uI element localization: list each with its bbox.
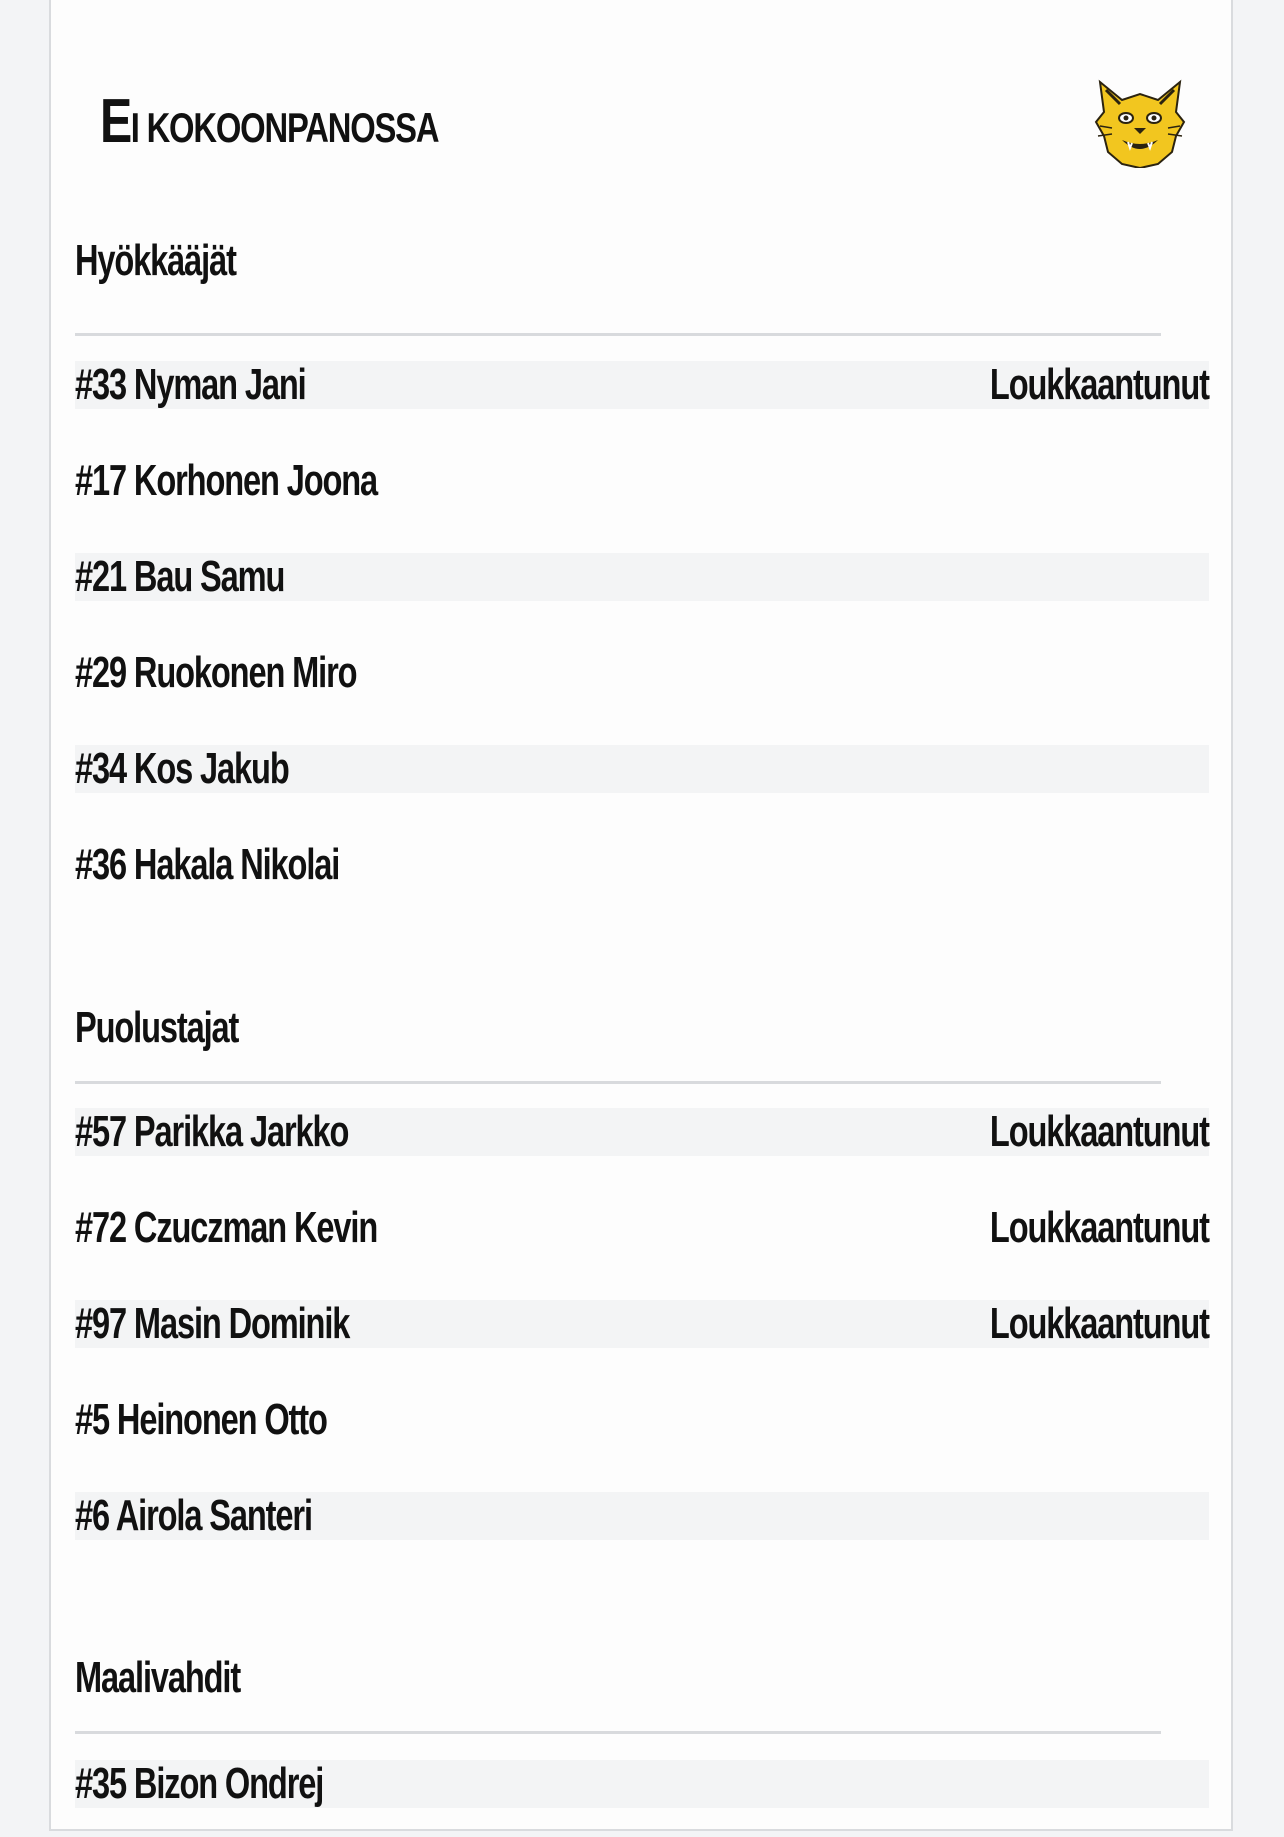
player-name: #33 Nyman Jani bbox=[75, 360, 306, 409]
player-name: #57 Parikka Jarkko bbox=[75, 1107, 349, 1156]
player-row bbox=[75, 361, 1209, 409]
player-name: #72 Czuczman Kevin bbox=[75, 1203, 378, 1252]
player-row bbox=[75, 457, 1209, 505]
player-row bbox=[75, 1108, 1209, 1156]
player-row bbox=[75, 553, 1209, 601]
player-name: #36 Hakala Nikolai bbox=[75, 840, 340, 889]
section-title: Puolustajat bbox=[75, 1003, 239, 1052]
player-row bbox=[75, 1492, 1209, 1540]
player-status: Loukkaantunut bbox=[990, 360, 1209, 409]
player-name: #97 Masin Dominik bbox=[75, 1299, 350, 1348]
player-name: #34 Kos Jakub bbox=[75, 744, 289, 793]
section-title: Hyökkääjät bbox=[75, 236, 236, 285]
section-divider bbox=[75, 1081, 1161, 1084]
player-row bbox=[75, 1300, 1209, 1348]
player-name: #5 Heinonen Otto bbox=[75, 1395, 327, 1444]
player-row bbox=[75, 1760, 1209, 1808]
player-row bbox=[75, 1204, 1209, 1252]
player-row bbox=[75, 841, 1209, 889]
player-name: #35 Bizon Ondrej bbox=[75, 1759, 324, 1808]
player-row bbox=[75, 745, 1209, 793]
page-title: EI KOKOONPANOSSA bbox=[100, 87, 439, 156]
player-name: #29 Ruokonen Miro bbox=[75, 648, 357, 697]
player-row bbox=[75, 649, 1209, 697]
section-divider bbox=[75, 1731, 1161, 1734]
player-status: Loukkaantunut bbox=[990, 1299, 1209, 1348]
section-divider bbox=[75, 333, 1161, 336]
player-status: Loukkaantunut bbox=[990, 1107, 1209, 1156]
player-row bbox=[75, 1396, 1209, 1444]
section-title: Maalivahdit bbox=[75, 1653, 241, 1702]
player-name: #17 Korhonen Joona bbox=[75, 456, 378, 505]
player-status: Loukkaantunut bbox=[990, 1203, 1209, 1252]
player-name: #21 Bau Samu bbox=[75, 552, 285, 601]
ilves-lynx-logo-icon bbox=[1092, 78, 1188, 168]
player-name: #6 Airola Santeri bbox=[75, 1491, 312, 1540]
